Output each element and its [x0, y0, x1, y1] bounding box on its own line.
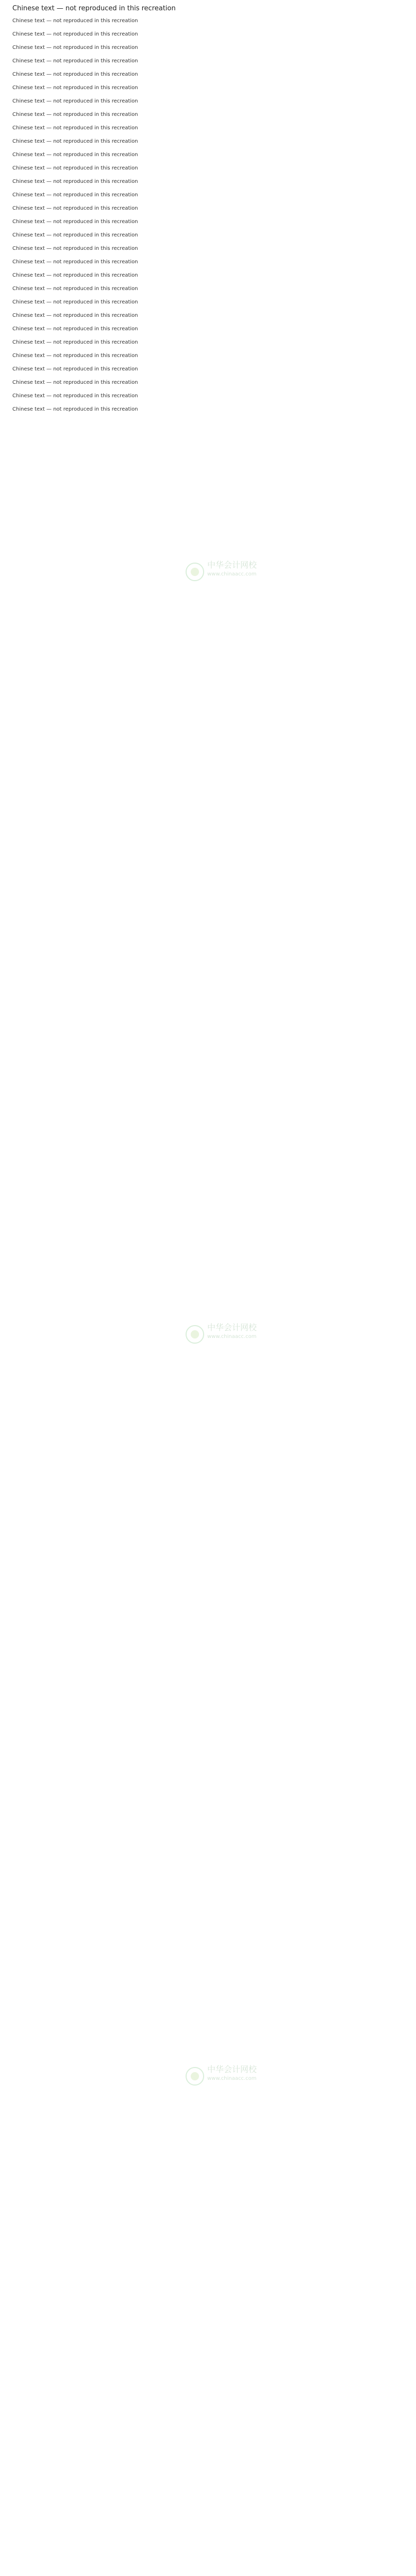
paragraph: Chinese text — not reproduced in this recreation: [12, 165, 138, 171]
watermark-logo-icon: [186, 1325, 204, 1344]
paragraph: Chinese text — not reproduced in this recreation: [12, 340, 138, 345]
paragraph: Chinese text — not reproduced in this recreation: [12, 406, 138, 412]
paragraph: Chinese text — not reproduced in this recreation: [12, 179, 138, 184]
paragraph: Chinese text — not reproduced in this recreation: [12, 313, 138, 318]
watermark: [186, 2065, 299, 2086]
watermark: [186, 1323, 299, 1344]
watermark-url: www.chinaacc.com: [207, 571, 257, 577]
paragraph: Chinese text — not reproduced in this recreation: [12, 206, 138, 211]
paragraph: Chinese text — not reproduced in this recreation: [12, 219, 138, 225]
page-title: Chinese text — not reproduced in this recreation: [12, 5, 176, 12]
watermark-url: www.chinaacc.com: [207, 2076, 257, 2081]
paragraph: Chinese text — not reproduced in this recreation: [12, 366, 138, 372]
watermark-logo-icon: [186, 563, 204, 581]
watermark-url: www.chinaacc.com: [207, 1334, 257, 1340]
paragraph: Chinese text — not reproduced in this recreation: [12, 152, 138, 158]
paragraph: Chinese text — not reproduced in this recreation: [12, 232, 138, 238]
document-body: [12, 16, 404, 414]
paragraph: Chinese text — not reproduced in this recreation: [12, 192, 138, 198]
paragraph: Chinese text — not reproduced in this recreation: [12, 125, 138, 131]
watermark-logo-icon: [186, 2067, 204, 2086]
paragraph: Chinese text — not reproduced in this recreation: [12, 139, 138, 144]
paragraph: Chinese text — not reproduced in this recreation: [12, 353, 138, 359]
paragraph: Chinese text — not reproduced in this recreation: [12, 326, 138, 332]
paragraph: Chinese text — not reproduced in this recreation: [12, 45, 138, 50]
paragraph: Chinese text — not reproduced in this recreation: [12, 393, 138, 399]
paragraph: Chinese text — not reproduced in this recreation: [12, 380, 138, 385]
paragraph: Chinese text — not reproduced in this recreation: [12, 286, 138, 292]
paragraph: Chinese text — not reproduced in this recreation: [12, 85, 138, 91]
document-page: [0, 4, 416, 2576]
paragraph: Chinese text — not reproduced in this recreation: [12, 299, 138, 305]
watermark-text: 中华会计网校: [207, 2064, 257, 2074]
paragraph: Chinese text — not reproduced in this recreation: [12, 246, 138, 251]
watermark: [186, 561, 299, 581]
paragraph: Chinese text — not reproduced in this recreation: [12, 273, 138, 278]
paragraph: Chinese text — not reproduced in this recreation: [12, 112, 138, 117]
paragraph: Chinese text — not reproduced in this recreation: [12, 259, 138, 265]
paragraph: Chinese text — not reproduced in this recreation: [12, 98, 138, 104]
watermark-text: 中华会计网校: [207, 560, 257, 570]
watermark-text: 中华会计网校: [207, 1323, 257, 1332]
paragraph: Chinese text — not reproduced in this recreation: [12, 31, 138, 37]
paragraph: Chinese text — not reproduced in this recreation: [12, 18, 138, 24]
paragraph: Chinese text — not reproduced in this recreation: [12, 58, 138, 64]
paragraph: Chinese text — not reproduced in this recreation: [12, 72, 138, 77]
